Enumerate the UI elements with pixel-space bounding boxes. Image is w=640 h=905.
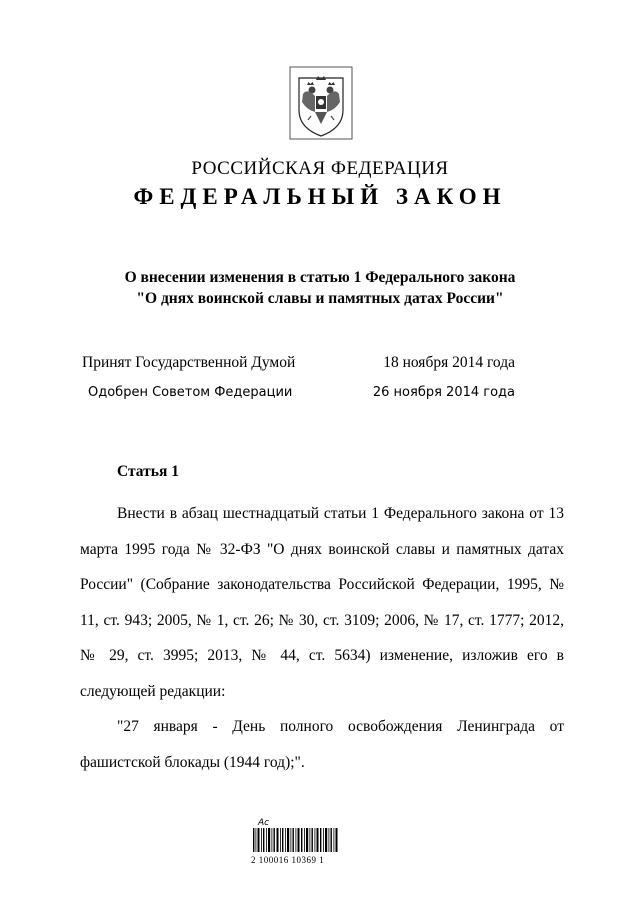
article-heading: Статья 1 <box>117 463 179 480</box>
law-type-title: ФЕДЕРАЛЬНЫЙ ЗАКОН <box>133 184 507 209</box>
approved-label: Одобрен Советом Федерации <box>88 385 293 400</box>
barcode-mark: Ас <box>258 818 270 828</box>
article-paragraph-1: Внести в абзац шестнадцатый статьи 1 Федерального закона от 13 марта 1995 года № 32-ФЗ "О днях воинской славы и памятных датах России" (Собрание законодательства Российской Федерации, 1995, № 11, ст. 943; 2005, № 1, ст. 26; № 30, ст. 3109; 2006, № 17, ст. 1777; 2012, № 29, ст. 3995; 2013, № 44, ст. 5634) изменение, изложив его в следующей редакции: <box>80 505 564 700</box>
adopted-date: 18 ноября 2014 года <box>383 354 515 371</box>
law-subject-line-1: О внесении изменения в статью 1 Федерального закона <box>124 269 516 286</box>
barcode-icon <box>251 818 341 878</box>
approved-date: 26 ноября 2014 года <box>372 385 515 400</box>
country-name: РОССИЙСКАЯ ФЕДЕРАЦИЯ <box>191 158 449 179</box>
adopted-label: Принят Государственной Думой <box>82 354 296 371</box>
barcode-number: 2 100016 10369 1 <box>251 855 325 865</box>
article-paragraph-2: "27 января - День полного освобождения Ленинграда от фашистской блокады (1944 год);". <box>80 718 564 771</box>
law-subject <box>0 267 640 309</box>
coat-of-arms-icon <box>289 66 353 140</box>
article-body <box>80 496 564 780</box>
law-subject-line-2: "О днях воинской славы и памятных датах России" <box>136 290 504 307</box>
